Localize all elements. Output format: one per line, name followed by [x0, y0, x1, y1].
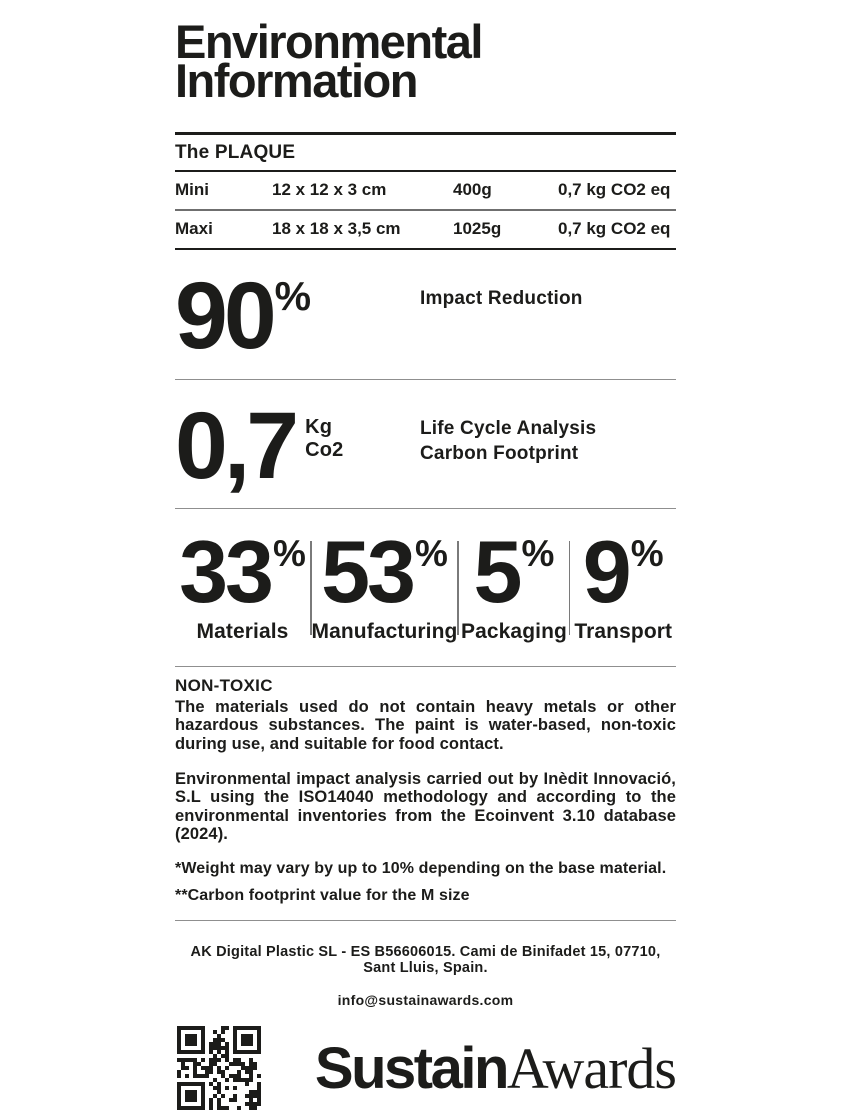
contact-email: info@sustainawards.com [337, 992, 514, 1009]
impact-breakdown-section [175, 509, 676, 666]
footprint-unit: Kg Co2 [305, 415, 344, 461]
qr-code-image [177, 1026, 261, 1110]
footprint-number: 0,7 [175, 392, 296, 499]
page-title-line1: Environmental [175, 15, 482, 68]
product-spec-table [175, 132, 676, 250]
page-title-line2: Information [175, 54, 417, 108]
impact-reduction-label: Impact Reduction [420, 288, 583, 310]
cell-co2: 0,7 kg CO2 eq [558, 180, 671, 200]
percent-sign: % [521, 532, 555, 574]
cell-size-name: Maxi [175, 218, 213, 238]
cell-weight: 400g [453, 180, 492, 200]
contact-section [175, 944, 676, 1008]
footnote-weight: *Weight may vary by up to 10% depending on the base material. [175, 860, 667, 878]
carbon-footprint-value [175, 392, 420, 499]
table-title: The PLAQUE [175, 142, 296, 164]
logo-text-serif: Awards [506, 1036, 676, 1102]
percent-sign: % [630, 532, 664, 574]
analysis-paragraph: Environmental impact analysis carried out by Inèdit Innovació, S.L using the ISO14040 methodology and according to the environmental inventories from the Ecoinvent 3.10 database (2024). [175, 769, 676, 843]
breakdown-label: Materials [196, 619, 289, 643]
brand-footer [175, 1026, 676, 1110]
divider [175, 920, 676, 921]
table-row [175, 211, 676, 248]
page-title [175, 15, 676, 108]
logo-text-bold: Sustain [314, 1036, 507, 1102]
qr-code [177, 1026, 261, 1110]
environmental-info-sheet [0, 15, 850, 1102]
cell-size-name: Mini [175, 180, 209, 200]
impact-reduction-section [175, 250, 676, 378]
breakdown-label: Manufacturing [311, 619, 458, 643]
cell-co2: 0,7 kg CO2 eq [558, 218, 671, 238]
carbon-footprint-label: Life Cycle Analysis Carbon Footprint [420, 417, 597, 465]
non-toxic-heading: NON-TOXIC [175, 675, 273, 695]
impact-number: 90 [175, 263, 273, 370]
non-toxic-section [175, 676, 676, 844]
breakdown-manufacturing: 53% Manufacturing [311, 521, 458, 643]
sustainawards-logo [314, 1036, 676, 1102]
cell-dimensions: 12 x 12 x 3 cm [272, 180, 387, 200]
footnotes-section [175, 860, 676, 905]
company-address: AK Digital Plastic SL - ES B56606015. Cami de Binifadet 15, 07710, Sant Lluis, Spain. [190, 944, 661, 977]
percent-sign: % [414, 532, 448, 574]
non-toxic-paragraph: The materials used do not contain heavy metals or other hazardous substances. The paint is water-based, non-toxic during use, and suitable for food contact. [175, 697, 676, 753]
table-row [175, 172, 676, 209]
breakdown-packaging: 5% Packaging [460, 521, 567, 643]
cell-weight: 1025g [453, 218, 502, 238]
breakdown-label: Packaging [460, 619, 567, 643]
breakdown-materials: 33% Materials [179, 521, 306, 643]
percent-sign: % [274, 273, 312, 320]
cell-dimensions: 18 x 18 x 3,5 cm [272, 218, 401, 238]
divider [175, 666, 676, 667]
impact-reduction-value [175, 263, 420, 370]
percent-sign: % [272, 532, 306, 574]
footnote-footprint: **Carbon footprint value for the M size [175, 887, 470, 905]
breakdown-label: Transport [574, 619, 673, 643]
breakdown-transport: 9% Transport [574, 521, 673, 643]
carbon-footprint-section [175, 380, 676, 508]
